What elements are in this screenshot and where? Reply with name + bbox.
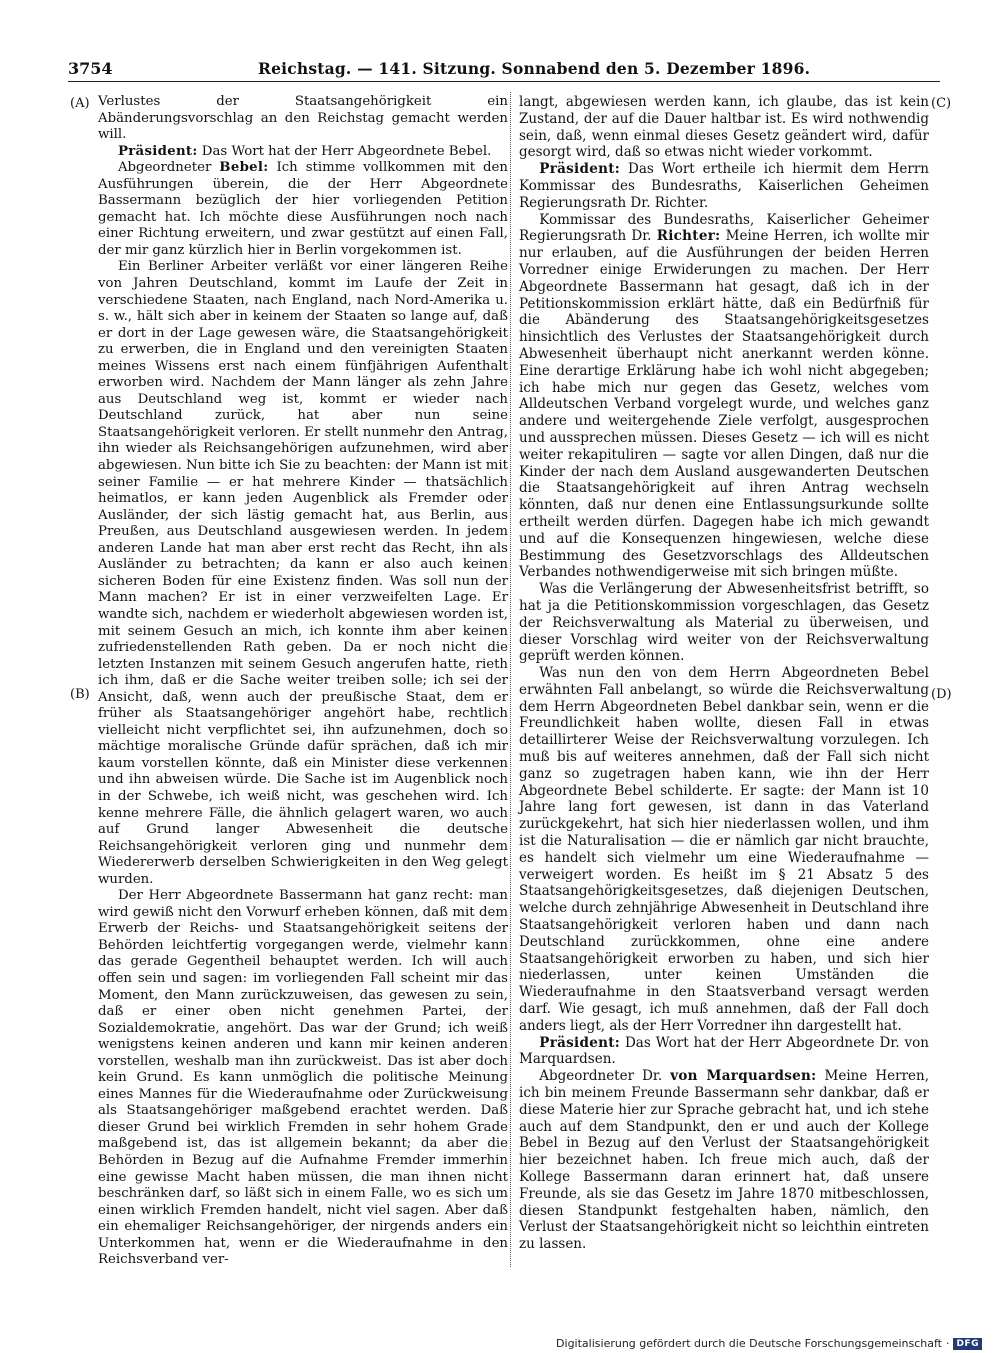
paragraph: Was nun den von dem Herrn Abgeordneten Bebel erwähnten Fall anbelangt, so würde die Reichsverwaltung dem Herrn Abgeordneten Bebel dankbar sein, wenn er die Freundlichkeit haben wollte, diesen Fall in etwas detaillirterer Weise der Reichsverwaltung vorzulegen. Ich muß bis auf weiteres annehmen, daß der Fall sich nicht ganz so zugetragen haben kann, wie ihn der Herr Abgeordnete Bebel schilderte. Er sagte: der Mann ist 10 Jahre lang fort gewesen, ist dann in das Vaterland zurückgekehrt, hat sich hier niederlassen wollen, und ihm ist die Naturalisation — die er nämlich gar nicht brauchte, es handelt sich vielmehr um eine Wiederaufnahme — verweigert worden. Es heißt im § 21 Absatz 5 des Staatsangehörigkeitsgesetzes, daß diejenigen Deutschen, welche durch zehnjährige Abwesenheit in Deutschland ihre Staatsangehörigkeit verloren haben und dann nach Deutschland zurückkommen, ohne eine andere Staatsangehörigkeit erworben zu haben, und sich hier niederlassen, unter keinen Umständen die Wiederaufnahme in den Staatsverband versagt werden darf. Wie gesagt, ich muß annehmen, daß der Fall doch anders liegt, als der Herr Vorredner ihn dargestellt hat. (519, 665, 929, 1034)
speaker-name: Bebel: (219, 160, 269, 176)
margin-marker-b: (B) (70, 687, 90, 702)
speaker-title: Kommissar des Bundesraths, Kaiserlicher Geheimer Regierungsrath Dr. (519, 211, 929, 245)
speaker-name: Präsident: (539, 161, 621, 178)
column-divider (510, 92, 512, 1267)
paragraph: Was die Verlängerung der Abwesenheitsfrist betrifft, so hat ja die Petitionskommission vorgeschlagen, das Gesetz der Reichsverwaltung als Material zu überweisen, und dieser Vorschlag wird weiter von der Reichsverwaltung geprüft werden können. (519, 581, 929, 665)
speech-text: Das Wort hat der Herr Abgeordnete Bebel. (197, 143, 492, 159)
margin-marker-c: (C) (931, 96, 952, 111)
speech-text: Meine Herren, ich wollte mir nur erlauben, auf die Ausführungen der beiden Herren Vorredner einige Erwiderungen zu machen. Der Herr Abgeordnete Bassermann hat gesagt, daß ich in der Petitionskommission erklärt hätte, daß ein Bedürfniß für die Abänderung des Staatsangehörigkeitsgesetzes hinsichtlich des Verlustes der Staatsangehörigkeit durch Abwesenheit überhaupt nicht anerkannt werden könne. Eine derartige Erklärung habe ich wohl nicht abgegeben; ich habe mich nur gegen das Gesetz, welches vom Alldeutschen Verband vorgelegt wurde, und welches ganz andere und weitergehende Ziele verfolgt, ausgesprochen und aussprechen müssen. Dieses Gesetz — ich will es nicht weiter rekapituliren — sagte vor allen Dingen, daß nur die Kinder der nach dem Ausland ausgewanderten Deutschen die Staatsangehörigkeit auf ihren Antrag wechseln könnten, daß nur denen eine Entlassungsurkunde sollte ertheilt werden dürfen. Dagegen habe ich mich gewandt und auf die Konsequenzen hingewiesen, welche diese Bestimmung des Gesetzvorschlags des Alldeutschen Verbandes nothwendigerweise mit sich bringen müßte. (519, 228, 929, 581)
paragraph: Ein Berliner Arbeiter verläßt vor einer längeren Reihe von Jahren Deutschland, kommt im Laufe der Zeit in verschiedene Staaten, nach England, nach Nord-Amerika u. s. w., hält sich aber in keinem der Staaten so lange auf, daß er dort in der Lage gewesen wäre, die Staatsangehörigkeit zu erwerben, die in England und den vereinigten Staaten meines Wissens erst nach einem fünfjährigen Aufenthalt erworben wird. Nachdem der Mann länger als zehn Jahre aus Deutschland weg ist, kommt er wieder nach Deutschland zurück, hat aber nun seine Staatsangehörigkeit verloren. Er stellt nunmehr den Antrag, ihn wieder als Reichsangehörigen aufzunehmen, wird aber abgewiesen. Nun bitte ich Sie zu beachten: der Mann ist mit seiner Familie — er hat mehrere Kinder — thatsächlich heimatlos, er kann jeden Augenblick als Fremder oder Ausländer, der sich lästig gemacht hat, aus Berlin, aus Preußen, aus Deutschland ausgewiesen werden. In jedem anderen Lande hat man aber erst recht das Recht, ihn als Ausländer zu betrachten; da kann er also auch keinen sicheren Boden für eine Existenz finden. Was soll nun der Mann machen? Er ist in einer verzweifelten Lage. Er wandte sich, nachdem er wiederholt abgewiesen worden ist, mit seinem Gesuch an mich, ich konnte ihm aber keinen zufriedenstellenden Rath geben. Da er noch nicht die letzten Instanzen mit seinem Gesuch angerufen hatte, rieth ich ihm, daß er die Sache weiter treiben solle; ich sei der Ansicht, daß, wenn auch der preußische Staat, dem er früher als Staatsangehöriger angehört habe, rechtlich vielleicht nicht verpflichtet sei, ihn aufzunehmen, doch so mächtige moralische Gründe dafür sprächen, daß ich mir kaum vorstellen könnte, daß ein Minister diese verkennen und ihn abweisen würde. Die Sache ist im Augenblick noch in der Schwebe, ich weiß nicht, was geschehen wird. Ich kenne mehrere Fälle, die ähnlich gelagert waren, wo auch auf Grund langer Abwesenheit die deutsche Reichsangehörigkeit verloren ging und nunmehr dem Wiedererwerb derselben Schwierigkeiten in den Weg gelegt wurden. (98, 259, 508, 887)
speaker-name: Präsident: (117, 143, 198, 159)
paragraph: Der Herr Abgeordnete Bassermann hat ganz recht: man wird gewiß nicht den Vorwurf erheben können, daß mit dem Erwerb der Reichs- und Staatsangehörigkeit seitens der Behörden leichtfertig vorgegangen werde, vielmehr kann das gerade Gegentheil behauptet werden. Ich will auch offen sein und sagen: im vorliegenden Fall scheint mir das Moment, den Mann zurückzuweisen, das gewesen zu sein, daß er einer oben nicht genehmen Partei, der Sozialdemokratie, angehört. Das war der Grund; ich weiß wenigstens keinen anderen und kann mir keinen anderen vorstellen, weshalb man ihn zurückweist. Das ist aber doch kein Grund. Es kann unmöglich die politische Meinung eines Mannes für die Wiederaufnahme oder Zurückweisung als Staatsangehöriger maßgebend erachtet werden. Daß dieser Grund bei wirklich Fremden in sehr hohem Grade maßgebend ist, das ist allgemein bekannt; da aber die Behörden in Bezug auf die Aufnahme Fremder immerhin eine gewisse Macht haben müssen, die man ihnen nicht beschränken darf, so läßt sich in einem Falle, wo es sich um einen wirklich Fremden handelt, nicht viel sagen. Aber daß ein ehemaliger Reichsangehöriger, der nirgends anders ein Unterkommen hat, wenn er die Wiederaufnahme in den Reichsverband ver- (98, 888, 508, 1268)
dfg-logo-icon: DFG (953, 1338, 982, 1350)
paragraph (98, 144, 508, 161)
funding-footer: Digitalisierung gefördert durch die Deutsche Forschungsgemeinschaft · DFG (556, 1337, 982, 1350)
speech-text: Ich stimme vollkommen mit den Ausführungen überein, die der Herr Abgeordnete Bassermann bezüglich der hier vorliegenden Petition gemacht hat. Ich möchte diese Ausführungen noch nach einer Richtung erweitern, und zwar gestützt auf einen Fall, der mir ganz kürzlich hier in Berlin vorgekommen ist. (98, 160, 508, 258)
speaker-name: Präsident: (539, 1034, 621, 1051)
running-head: Reichstag. — 141. Sitzung. Sonnabend den 5. Dezember 1896. (258, 59, 811, 78)
paragraph (519, 161, 929, 211)
right-column (519, 94, 929, 1253)
speaker-name: von Marquardsen: (670, 1068, 817, 1085)
left-column (98, 94, 508, 1269)
paragraph (519, 212, 929, 582)
speech-text: Das Wort hat der Herr Abgeordnete Dr. von Marquardsen. (519, 1034, 929, 1068)
margin-marker-d: (D) (931, 687, 952, 702)
speaker-title: Abgeordneter (117, 160, 220, 176)
paragraph (519, 1068, 929, 1253)
paragraph (98, 160, 508, 259)
speech-text: Meine Herren, ich bin meinem Freunde Bassermann sehr dankbar, daß er diese Materie hier zur Sprache gebracht hat, und ich stehe auch auf dem Standpunkt, den er und auch der Kollege Bebel in Bezug auf den Verlust der Staatsangehörigkeit hier bezeichnet haben. Ich freue mich auch, daß der Kollege Bassermann daran erinnert hat, daß unsere Freunde, als sie das Gesetz im Jahre 1870 mitbeschlossen, diesen Standpunkt festgehalten haben, nämlich, den Verlust der Staatsangehörigkeit nicht so leichthin eintreten zu lassen. (519, 1068, 929, 1253)
margin-marker-a: (A) (70, 96, 90, 111)
speaker-title: Abgeordneter Dr. (539, 1068, 671, 1085)
paragraph (519, 1035, 929, 1069)
paragraph: langt, abgewiesen werden kann, ich glaube, das ist kein Zustand, der auf die Dauer haltbar ist. Es wird nothwendig sein, daß, wenn einmal dieses Gesetz geändert wird, dafür gesorgt wird, daß so etwas nicht wieder vorkommt. (519, 94, 929, 161)
speech-text: Das Wort ertheile ich hiermit dem Herrn Kommissar des Bundesraths, Kaiserlichen Geheimen Regierungsrath Dr. Richter. (519, 161, 929, 211)
paragraph: Verlustes der Staatsangehörigkeit ein Abänderungsvorschlag an den Reichstag gemacht werden will. (98, 94, 508, 143)
funding-note: Digitalisierung gefördert durch die Deutsche Forschungsgemeinschaft (556, 1337, 942, 1350)
page-number: 3754 (68, 59, 113, 78)
speaker-name: Richter: (656, 228, 721, 245)
page-header (68, 55, 940, 82)
